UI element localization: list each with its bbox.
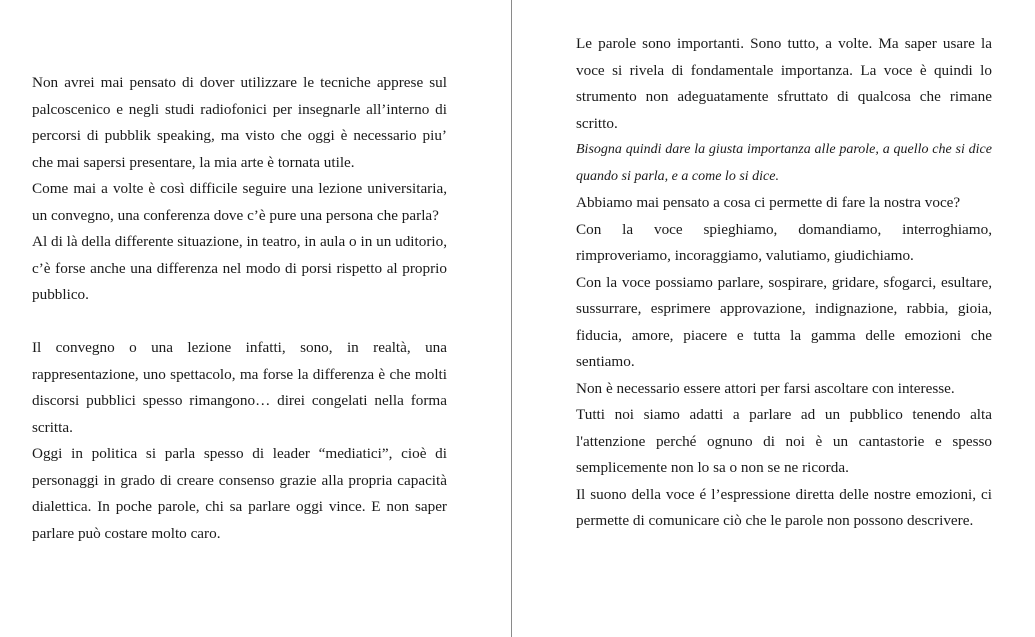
italic-paragraph: Bisogna quindi dare la giusta importanza alle parole, a quello che si dice quando si parla, e a come lo si dice. bbox=[576, 142, 992, 184]
left-page-text bbox=[32, 70, 447, 547]
paragraph: Le parole sono importanti. Sono tutto, a volte. Ma saper usare la voce si rivela di fondamentale importanza. La voce è quindi lo strumento non adeguatamente sfruttato di qualcosa che rimane scritto. bbox=[576, 35, 992, 132]
paragraph: Non avrei mai pensato di dover utilizzare le tecniche apprese sul palcoscenico e negli studi radiofonici per insegnarle all’interno di percorsi di pubblik speaking, ma visto che oggi è necessario piu’ che mai sapersi presentare, la mia arte è tornata utile. bbox=[32, 74, 447, 171]
paragraph: Non è necessario essere attori per farsi ascoltare con interesse. bbox=[576, 379, 955, 397]
paragraph: Il convegno o una lezione infatti, sono, in realtà, una rappresentazione, uno spettacolo, ma forse la differenza è che molti discorsi pubblici spesso rimangono… direi congelati nella forma scritta. bbox=[32, 339, 447, 436]
paragraph: Tutti noi siamo adatti a parlare ad un pubblico tenendo alta l'attenzione perché ognuno di noi è un cantastorie e spesso semplicemente non lo sa o non se ne ricorda. bbox=[576, 406, 992, 476]
left-page bbox=[0, 0, 511, 637]
paragraph: Oggi in politica si parla spesso di leader “mediatici”, cioè di personaggi in grado di creare consenso grazie alla propria capacità dialettica. In poche parole, chi sa parlare oggi vince. E non saper parlare può costare molto caro. bbox=[32, 445, 447, 542]
paragraph: Con la voce possiamo parlare, sospirare, gridare, sfogarci, esultare, sussurrare, esprimere approvazione, indignazione, rabbia, gioia, fiducia, amore, piacere e tutta la gamma delle emozioni che sentiamo. bbox=[576, 273, 992, 370]
paragraph: Come mai a volte è così difficile seguire una lezione universitaria, un convegno, una conferenza dove c’è pure una persona che parla? bbox=[32, 180, 447, 224]
paragraph: Con la voce spieghiamo, domandiamo, interroghiamo, rimproveriamo, incoraggiamo, valutiamo, giudichiamo. bbox=[576, 220, 992, 264]
right-page bbox=[512, 0, 1035, 637]
paragraph: Abbiamo mai pensato a cosa ci permette di fare la nostra voce? bbox=[576, 194, 961, 211]
paragraph-spacer bbox=[32, 309, 447, 336]
paragraph: Il suono della voce é l’espressione diretta delle nostre emozioni, ci permette di comunicare ciò che le parole non possono descrivere. bbox=[576, 485, 992, 529]
paragraph: Al di là della differente situazione, in teatro, in aula o in un uditorio, c’è forse anche una differenza nel modo di porsi rispetto al proprio pubblico. bbox=[32, 233, 447, 303]
right-page-text bbox=[576, 31, 992, 535]
